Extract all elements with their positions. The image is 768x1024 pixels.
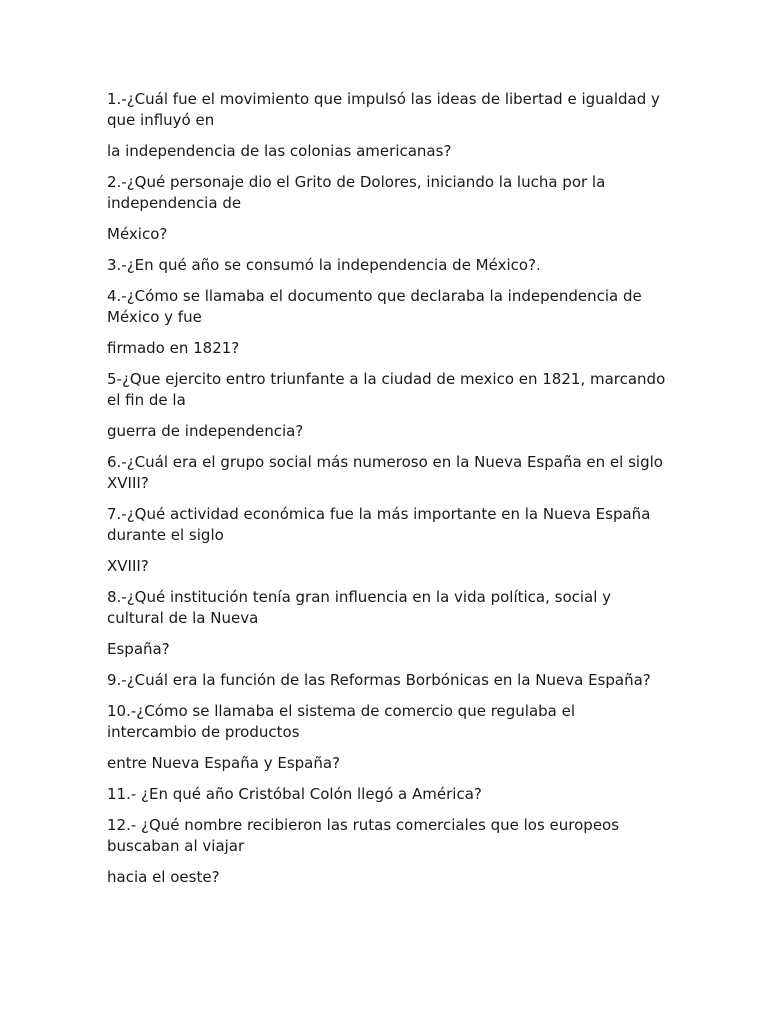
- paragraph-q1-a: 1.-¿Cuál fue el movimiento que impulsó las ideas de libertad e igualdad y que influyó en: [107, 90, 660, 129]
- paragraph-q2-a: 2.-¿Qué personaje dio el Grito de Dolores, iniciando la lucha por la independencia de: [107, 173, 606, 212]
- document-page: [107, 89, 667, 898]
- paragraph-q1-b: la independencia de las colonias americanas?: [107, 142, 452, 160]
- paragraph-q7-a: 7.-¿Qué actividad económica fue la más importante en la Nueva España durante el siglo: [107, 505, 651, 544]
- paragraph-q5-b: guerra de independencia?: [107, 422, 304, 440]
- paragraph-q5-a: 5-¿Que ejercito entro triunfante a la ciudad de mexico en 1821, marcando el fin de la: [107, 370, 666, 409]
- paragraph-q7-b: XVIII?: [107, 557, 149, 575]
- paragraph-q11: 11.- ¿En qué año Cristóbal Colón llegó a América?: [107, 785, 482, 803]
- paragraph-q8-b: España?: [107, 640, 170, 658]
- paragraph-q3: 3.-¿En qué año se consumó la independencia de México?.: [107, 256, 541, 274]
- paragraph-q10-b: entre Nueva España y España?: [107, 754, 341, 772]
- paragraph-q12-a: 12.- ¿Qué nombre recibieron las rutas comerciales que los europeos buscaban al viajar: [107, 816, 620, 855]
- paragraph-q4-b: firmado en 1821?: [107, 339, 240, 357]
- paragraph-q6: 6.-¿Cuál era el grupo social más numeroso en la Nueva España en el siglo XVIII?: [107, 453, 663, 492]
- paragraph-q2-b: México?: [107, 225, 168, 243]
- paragraph-q10-a: 10.-¿Cómo se llamaba el sistema de comercio que regulaba el intercambio de productos: [107, 702, 576, 741]
- paragraph-q12-b: hacia el oeste?: [107, 868, 220, 886]
- paragraph-q4-a: 4.-¿Cómo se llamaba el documento que declaraba la independencia de México y fue: [107, 287, 642, 326]
- paragraph-q8-a: 8.-¿Qué institución tenía gran influencia en la vida política, social y cultural de la Nueva: [107, 588, 612, 627]
- paragraph-q9: 9.-¿Cuál era la función de las Reformas Borbónicas en la Nueva España?: [107, 671, 651, 689]
